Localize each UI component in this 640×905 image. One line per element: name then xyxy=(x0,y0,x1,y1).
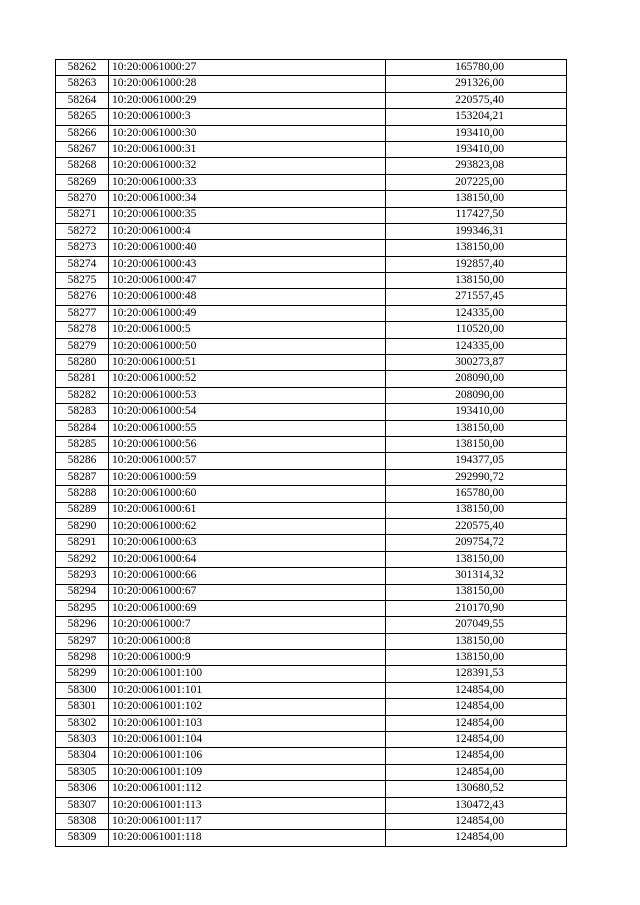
row-number-cell: 58292 xyxy=(56,551,109,567)
table-row xyxy=(56,387,567,403)
cadastral-number-cell: 10:20:0061000:28 xyxy=(109,76,386,92)
cadastral-number-cell: 10:20:0061000:53 xyxy=(109,387,386,403)
value-cell: 271557,45 xyxy=(386,289,567,305)
value-cell: 193410,00 xyxy=(386,141,567,157)
value-cell: 138150,00 xyxy=(386,420,567,436)
row-number-cell: 58302 xyxy=(56,715,109,731)
table-row xyxy=(56,748,567,764)
row-number-cell: 58270 xyxy=(56,191,109,207)
value-cell: 138150,00 xyxy=(386,584,567,600)
cadastral-number-cell: 10:20:0061000:54 xyxy=(109,404,386,420)
table-row xyxy=(56,486,567,502)
table-row xyxy=(56,453,567,469)
value-cell: 130472,43 xyxy=(386,797,567,813)
cadastral-number-cell: 10:20:0061001:112 xyxy=(109,781,386,797)
value-cell: 124854,00 xyxy=(386,682,567,698)
cadastral-number-cell: 10:20:0061000:33 xyxy=(109,174,386,190)
table-row xyxy=(56,223,567,239)
value-cell: 199346,31 xyxy=(386,223,567,239)
table-row xyxy=(56,617,567,633)
value-cell: 220575,40 xyxy=(386,518,567,534)
row-number-cell: 58281 xyxy=(56,371,109,387)
table-row xyxy=(56,125,567,141)
table-row xyxy=(56,535,567,551)
cadastral-number-cell: 10:20:0061000:43 xyxy=(109,256,386,272)
data-table xyxy=(55,59,567,847)
value-cell: 138150,00 xyxy=(386,551,567,567)
value-cell: 194377,05 xyxy=(386,453,567,469)
value-cell: 138150,00 xyxy=(386,240,567,256)
value-cell: 207049,55 xyxy=(386,617,567,633)
row-number-cell: 58294 xyxy=(56,584,109,600)
cadastral-number-cell: 10:20:0061001:103 xyxy=(109,715,386,731)
row-number-cell: 58264 xyxy=(56,92,109,108)
row-number-cell: 58280 xyxy=(56,355,109,371)
row-number-cell: 58300 xyxy=(56,682,109,698)
table-row xyxy=(56,404,567,420)
cadastral-number-cell: 10:20:0061000:50 xyxy=(109,338,386,354)
table-row xyxy=(56,76,567,92)
cadastral-number-cell: 10:20:0061000:60 xyxy=(109,486,386,502)
row-number-cell: 58275 xyxy=(56,273,109,289)
row-number-cell: 58293 xyxy=(56,568,109,584)
table-row xyxy=(56,584,567,600)
row-number-cell: 58272 xyxy=(56,223,109,239)
value-cell: 124854,00 xyxy=(386,699,567,715)
row-number-cell: 58295 xyxy=(56,600,109,616)
row-number-cell: 58308 xyxy=(56,813,109,829)
cadastral-number-cell: 10:20:0061000:8 xyxy=(109,633,386,649)
value-cell: 138150,00 xyxy=(386,633,567,649)
value-cell: 124854,00 xyxy=(386,715,567,731)
cadastral-number-cell: 10:20:0061000:5 xyxy=(109,322,386,338)
value-cell: 124854,00 xyxy=(386,732,567,748)
table-row xyxy=(56,830,567,846)
value-cell: 124335,00 xyxy=(386,338,567,354)
row-number-cell: 58278 xyxy=(56,322,109,338)
cadastral-number-cell: 10:20:0061001:104 xyxy=(109,732,386,748)
cadastral-number-cell: 10:20:0061000:62 xyxy=(109,518,386,534)
cadastral-number-cell: 10:20:0061000:34 xyxy=(109,191,386,207)
table-row xyxy=(56,338,567,354)
value-cell: 124854,00 xyxy=(386,764,567,780)
table-row xyxy=(56,273,567,289)
cadastral-number-cell: 10:20:0061001:100 xyxy=(109,666,386,682)
cadastral-number-cell: 10:20:0061000:47 xyxy=(109,273,386,289)
cadastral-number-cell: 10:20:0061000:52 xyxy=(109,371,386,387)
value-cell: 192857,40 xyxy=(386,256,567,272)
table-row xyxy=(56,207,567,223)
cadastral-number-cell: 10:20:0061001:109 xyxy=(109,764,386,780)
row-number-cell: 58283 xyxy=(56,404,109,420)
value-cell: 138150,00 xyxy=(386,191,567,207)
table-row xyxy=(56,650,567,666)
table-row xyxy=(56,666,567,682)
cadastral-number-cell: 10:20:0061000:3 xyxy=(109,109,386,125)
table-row xyxy=(56,568,567,584)
value-cell: 210170,90 xyxy=(386,600,567,616)
row-number-cell: 58291 xyxy=(56,535,109,551)
cadastral-number-cell: 10:20:0061000:48 xyxy=(109,289,386,305)
row-number-cell: 58305 xyxy=(56,764,109,780)
table-row xyxy=(56,518,567,534)
cadastral-number-cell: 10:20:0061000:67 xyxy=(109,584,386,600)
value-cell: 209754,72 xyxy=(386,535,567,551)
row-number-cell: 58290 xyxy=(56,518,109,534)
row-number-cell: 58301 xyxy=(56,699,109,715)
row-number-cell: 58288 xyxy=(56,486,109,502)
table-row xyxy=(56,92,567,108)
cadastral-number-cell: 10:20:0061000:56 xyxy=(109,436,386,452)
table-row xyxy=(56,174,567,190)
cadastral-number-cell: 10:20:0061000:64 xyxy=(109,551,386,567)
value-cell: 208090,00 xyxy=(386,387,567,403)
cadastral-number-cell: 10:20:0061000:4 xyxy=(109,223,386,239)
table-row xyxy=(56,797,567,813)
cadastral-number-cell: 10:20:0061000:31 xyxy=(109,141,386,157)
row-number-cell: 58276 xyxy=(56,289,109,305)
row-number-cell: 58273 xyxy=(56,240,109,256)
value-cell: 128391,53 xyxy=(386,666,567,682)
cadastral-number-cell: 10:20:0061001:118 xyxy=(109,830,386,846)
row-number-cell: 58282 xyxy=(56,387,109,403)
row-number-cell: 58277 xyxy=(56,305,109,321)
row-number-cell: 58287 xyxy=(56,469,109,485)
table-row xyxy=(56,141,567,157)
table-row xyxy=(56,355,567,371)
value-cell: 138150,00 xyxy=(386,436,567,452)
value-cell: 124854,00 xyxy=(386,813,567,829)
row-number-cell: 58268 xyxy=(56,158,109,174)
row-number-cell: 58267 xyxy=(56,141,109,157)
table-row xyxy=(56,469,567,485)
cadastral-number-cell: 10:20:0061000:63 xyxy=(109,535,386,551)
row-number-cell: 58285 xyxy=(56,436,109,452)
cadastral-number-cell: 10:20:0061001:101 xyxy=(109,682,386,698)
value-cell: 208090,00 xyxy=(386,371,567,387)
value-cell: 138150,00 xyxy=(386,273,567,289)
value-cell: 291326,00 xyxy=(386,76,567,92)
cadastral-number-cell: 10:20:0061000:49 xyxy=(109,305,386,321)
table-row xyxy=(56,420,567,436)
value-cell: 138150,00 xyxy=(386,502,567,518)
table-row xyxy=(56,715,567,731)
table-row xyxy=(56,551,567,567)
cadastral-number-cell: 10:20:0061000:66 xyxy=(109,568,386,584)
table-row xyxy=(56,633,567,649)
value-cell: 292990,72 xyxy=(386,469,567,485)
value-cell: 124854,00 xyxy=(386,830,567,846)
value-cell: 124335,00 xyxy=(386,305,567,321)
row-number-cell: 58266 xyxy=(56,125,109,141)
value-cell: 110520,00 xyxy=(386,322,567,338)
table-row xyxy=(56,436,567,452)
value-cell: 301314,32 xyxy=(386,568,567,584)
cadastral-number-cell: 10:20:0061000:57 xyxy=(109,453,386,469)
cadastral-number-cell: 10:20:0061000:29 xyxy=(109,92,386,108)
value-cell: 124854,00 xyxy=(386,748,567,764)
row-number-cell: 58309 xyxy=(56,830,109,846)
cadastral-number-cell: 10:20:0061000:61 xyxy=(109,502,386,518)
cadastral-number-cell: 10:20:0061000:27 xyxy=(109,60,386,76)
value-cell: 130680,52 xyxy=(386,781,567,797)
table-row xyxy=(56,305,567,321)
row-number-cell: 58297 xyxy=(56,633,109,649)
row-number-cell: 58303 xyxy=(56,732,109,748)
table-row xyxy=(56,813,567,829)
table-row xyxy=(56,158,567,174)
row-number-cell: 58299 xyxy=(56,666,109,682)
cadastral-number-cell: 10:20:0061000:59 xyxy=(109,469,386,485)
row-number-cell: 58298 xyxy=(56,650,109,666)
value-cell: 220575,40 xyxy=(386,92,567,108)
row-number-cell: 58279 xyxy=(56,338,109,354)
cadastral-number-cell: 10:20:0061000:69 xyxy=(109,600,386,616)
value-cell: 165780,00 xyxy=(386,60,567,76)
row-number-cell: 58274 xyxy=(56,256,109,272)
cadastral-number-cell: 10:20:0061000:40 xyxy=(109,240,386,256)
value-cell: 165780,00 xyxy=(386,486,567,502)
table-row xyxy=(56,732,567,748)
table-row xyxy=(56,322,567,338)
row-number-cell: 58271 xyxy=(56,207,109,223)
cadastral-number-cell: 10:20:0061000:35 xyxy=(109,207,386,223)
value-cell: 293823,08 xyxy=(386,158,567,174)
row-number-cell: 58296 xyxy=(56,617,109,633)
table-row xyxy=(56,191,567,207)
cadastral-number-cell: 10:20:0061001:113 xyxy=(109,797,386,813)
value-cell: 193410,00 xyxy=(386,404,567,420)
cadastral-number-cell: 10:20:0061000:7 xyxy=(109,617,386,633)
table-row xyxy=(56,256,567,272)
table-row xyxy=(56,502,567,518)
row-number-cell: 58304 xyxy=(56,748,109,764)
value-cell: 300273,87 xyxy=(386,355,567,371)
cadastral-number-cell: 10:20:0061001:106 xyxy=(109,748,386,764)
row-number-cell: 58306 xyxy=(56,781,109,797)
cadastral-number-cell: 10:20:0061000:55 xyxy=(109,420,386,436)
table-row xyxy=(56,289,567,305)
value-cell: 207225,00 xyxy=(386,174,567,190)
table-row xyxy=(56,371,567,387)
table-row xyxy=(56,600,567,616)
cadastral-number-cell: 10:20:0061000:51 xyxy=(109,355,386,371)
table-body xyxy=(56,60,567,847)
table-row xyxy=(56,109,567,125)
table-row xyxy=(56,682,567,698)
value-cell: 117427,50 xyxy=(386,207,567,223)
row-number-cell: 58263 xyxy=(56,76,109,92)
value-cell: 138150,00 xyxy=(386,650,567,666)
table-row xyxy=(56,781,567,797)
row-number-cell: 58265 xyxy=(56,109,109,125)
row-number-cell: 58269 xyxy=(56,174,109,190)
row-number-cell: 58289 xyxy=(56,502,109,518)
cadastral-number-cell: 10:20:0061001:117 xyxy=(109,813,386,829)
table-row xyxy=(56,699,567,715)
table-row xyxy=(56,240,567,256)
value-cell: 153204,21 xyxy=(386,109,567,125)
row-number-cell: 58307 xyxy=(56,797,109,813)
table-row xyxy=(56,60,567,76)
row-number-cell: 58286 xyxy=(56,453,109,469)
cadastral-number-cell: 10:20:0061000:32 xyxy=(109,158,386,174)
value-cell: 193410,00 xyxy=(386,125,567,141)
cadastral-number-cell: 10:20:0061000:9 xyxy=(109,650,386,666)
table-row xyxy=(56,764,567,780)
row-number-cell: 58262 xyxy=(56,60,109,76)
cadastral-number-cell: 10:20:0061000:30 xyxy=(109,125,386,141)
row-number-cell: 58284 xyxy=(56,420,109,436)
cadastral-number-cell: 10:20:0061001:102 xyxy=(109,699,386,715)
